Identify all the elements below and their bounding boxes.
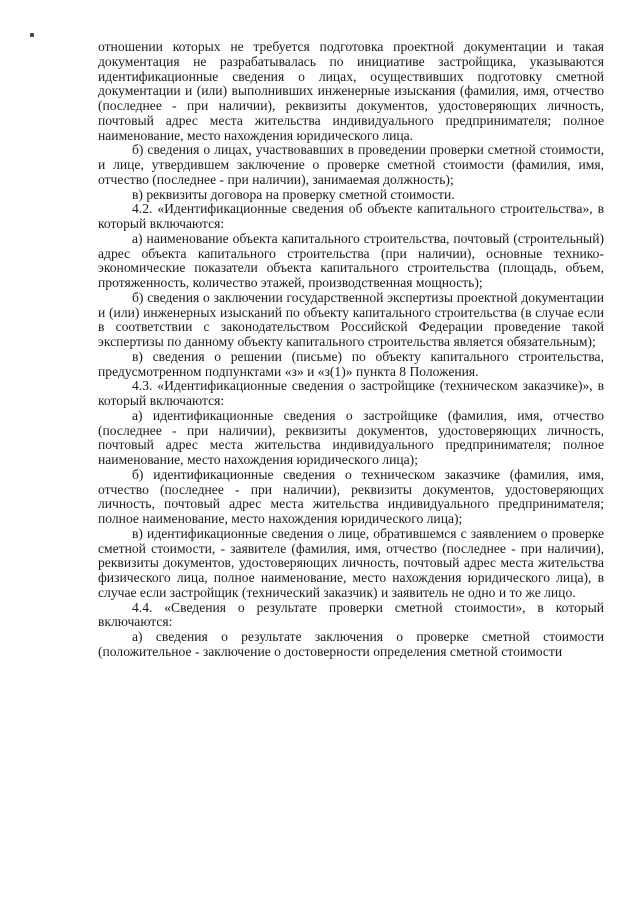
paragraph-4-4-a: а) сведения о результате заключения о проверке сметной стоимости (положительное - заключение о достоверности определения сметной стоимости: [98, 629, 604, 659]
paragraph-4-2-b: б) сведения о заключении государственной экспертизы проектной документации и (или) инженерных изысканий по объекту капитального строительства (в случае если в соответствии с законодательством Российской Федерации проведение такой экспертизы по данному объекту капитального строительства является обязательным);: [98, 289, 604, 349]
paragraph-4-3-v: в) идентификационные сведения о лице, обратившемся с заявлением о проверке сметной стоимости, - заявителе (фамилия, имя, отчество (последнее - при наличии), реквизиты документов, удостоверяющих личность, почтовый адрес места жительства физического лица, полное наименование, место нахождения юридического лица), в случае если застройщик (технический заказчик) и заявитель не одно и то же лицо.: [98, 525, 604, 600]
paragraph-4-2-a: а) наименование объекта капитального строительства, почтовый (строительный) адрес объекта капитального строительства (при наличии), основные технико-экономические показатели объекта капитального строительства (площадь, объем, протяженность, количество этажей, производственная мощность);: [98, 230, 604, 290]
paragraph-continuation: отношении которых не требуется подготовка проектной документации и такая документация не разрабатывалась по инициативе застройщика, указываются идентификационные сведения о лицах, осуществивших подготовку сметной документации и (или) выполнивших инженерные изыскания (фамилия, имя, отчество (последнее - при наличии), реквизиты документов, удостоверяющих личность, почтовый адрес места жительства индивидуального предпринимателя; полное наименование, место нахождения юридического лица.: [98, 39, 604, 143]
paragraph-4-2: 4.2. «Идентификационные сведения об объекте капитального строительства», в который включаются:: [98, 201, 604, 231]
paragraph-4-4: 4.4. «Сведения о результате проверки сметной стоимости», в который включаются:: [98, 599, 604, 630]
paragraph-4-3-b: б) идентификационные сведения о техническом заказчике (фамилия, имя, отчество (последнее - при наличии), реквизиты документов, удостоверяющих личность, почтовый адрес места жительства индивидуального предпринимателя; полное наименование, место нахождения юридического лица);: [98, 466, 604, 526]
scan-mark: [30, 33, 34, 37]
paragraph-4-3-a: а) идентификационные сведения о застройщике (фамилия, имя, отчество (последнее - при наличии), реквизиты документов, удостоверяющих личность, почтовый адрес места жительства индивидуального предпринимателя; полное наименование, место нахождения юридического лица);: [98, 407, 604, 467]
document-body: [98, 40, 604, 660]
paragraph-4-2-v: в) сведения о решении (письме) по объекту капитального строительства, предусмотренном подпунктами «з» и «з(1)» пункта 8 Положения.: [98, 348, 604, 379]
paragraph-4-3: 4.3. «Идентификационные сведения о застройщике (техническом заказчике)», в который включаются:: [98, 378, 604, 408]
paragraph-4-1-v: в) реквизиты договора на проверку сметной стоимости.: [132, 186, 455, 202]
paragraph-4-1-b: б) сведения о лицах, участвовавших в проведении проверки сметной стоимости, и лице, утвердившем заключение о проверке сметной стоимости (фамилия, имя, отчество (последнее - при наличии), занимаемая должность);: [98, 142, 604, 187]
